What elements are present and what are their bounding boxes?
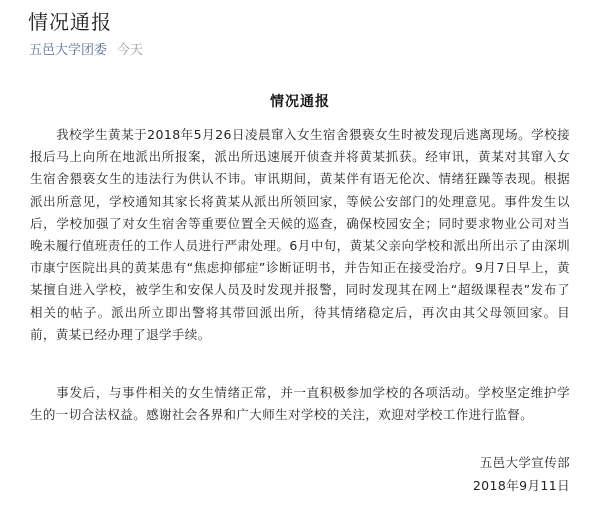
article-title: 情况通报 — [28, 10, 112, 34]
signature-organization: 五邑大学宣传部 — [479, 455, 570, 470]
notice-heading: 情况通报 — [270, 94, 330, 110]
notice-paragraph-2-text: 事发后，与事件相关的女生情绪正常，并一直积极参加学校的各项活动。学校坚定维护学生的一切合法权益。感谢社会各界和广大师生对学校的关注，欢迎对学校工作进行监督。 — [30, 385, 570, 423]
signature-date: 2018年9月11日 — [472, 478, 570, 493]
article-meta — [29, 42, 143, 60]
account-name-link[interactable]: 五邑大学团委 — [29, 43, 108, 58]
notice-paragraph-1 — [30, 124, 570, 346]
notice-paragraph-1-text: 我校学生黄某于2018年5月26日凌晨窜入女生宿舍猥亵女生时被发现后逃离现场。学校接报后马上向所在地派出所报案，派出所迅速展开侦查并将黄某抓获。经审讯，黄某对其窜入女生宿舍猥亵女生的违法行为供认不讳。审讯期间，黄某伴有语无伦次、情绪狂躁等表现。根据派出所意见，学校通知其家长将黄某从派出所领回家，等候公安部门的处理意见。事件发生以后，学校加强了对女生宿舍等重要位置全天候的巡查，确保校园安全；同时要求物业公司对当晚未履行值班责任的工作人员进行严肃处理。6月中旬，黄某父亲向学校和派出所出示了由深圳市康宁医院出具的黄某患有“焦虑抑郁症”诊断证明书，并告知正在接受治疗。9月7日早上，黄某擅自进入学校，被学生和安保人员及时发现并报警，同时发现其在网上“超级课程表”发布了相关的帖子。派出所立即出警将其带回派出所，待其情绪稳定后，再次由其父母领回家。目前，黄某已经办理了退学手续。 — [30, 127, 570, 342]
notice-paragraph-2 — [30, 382, 570, 426]
publish-date: 今天 — [117, 43, 144, 58]
